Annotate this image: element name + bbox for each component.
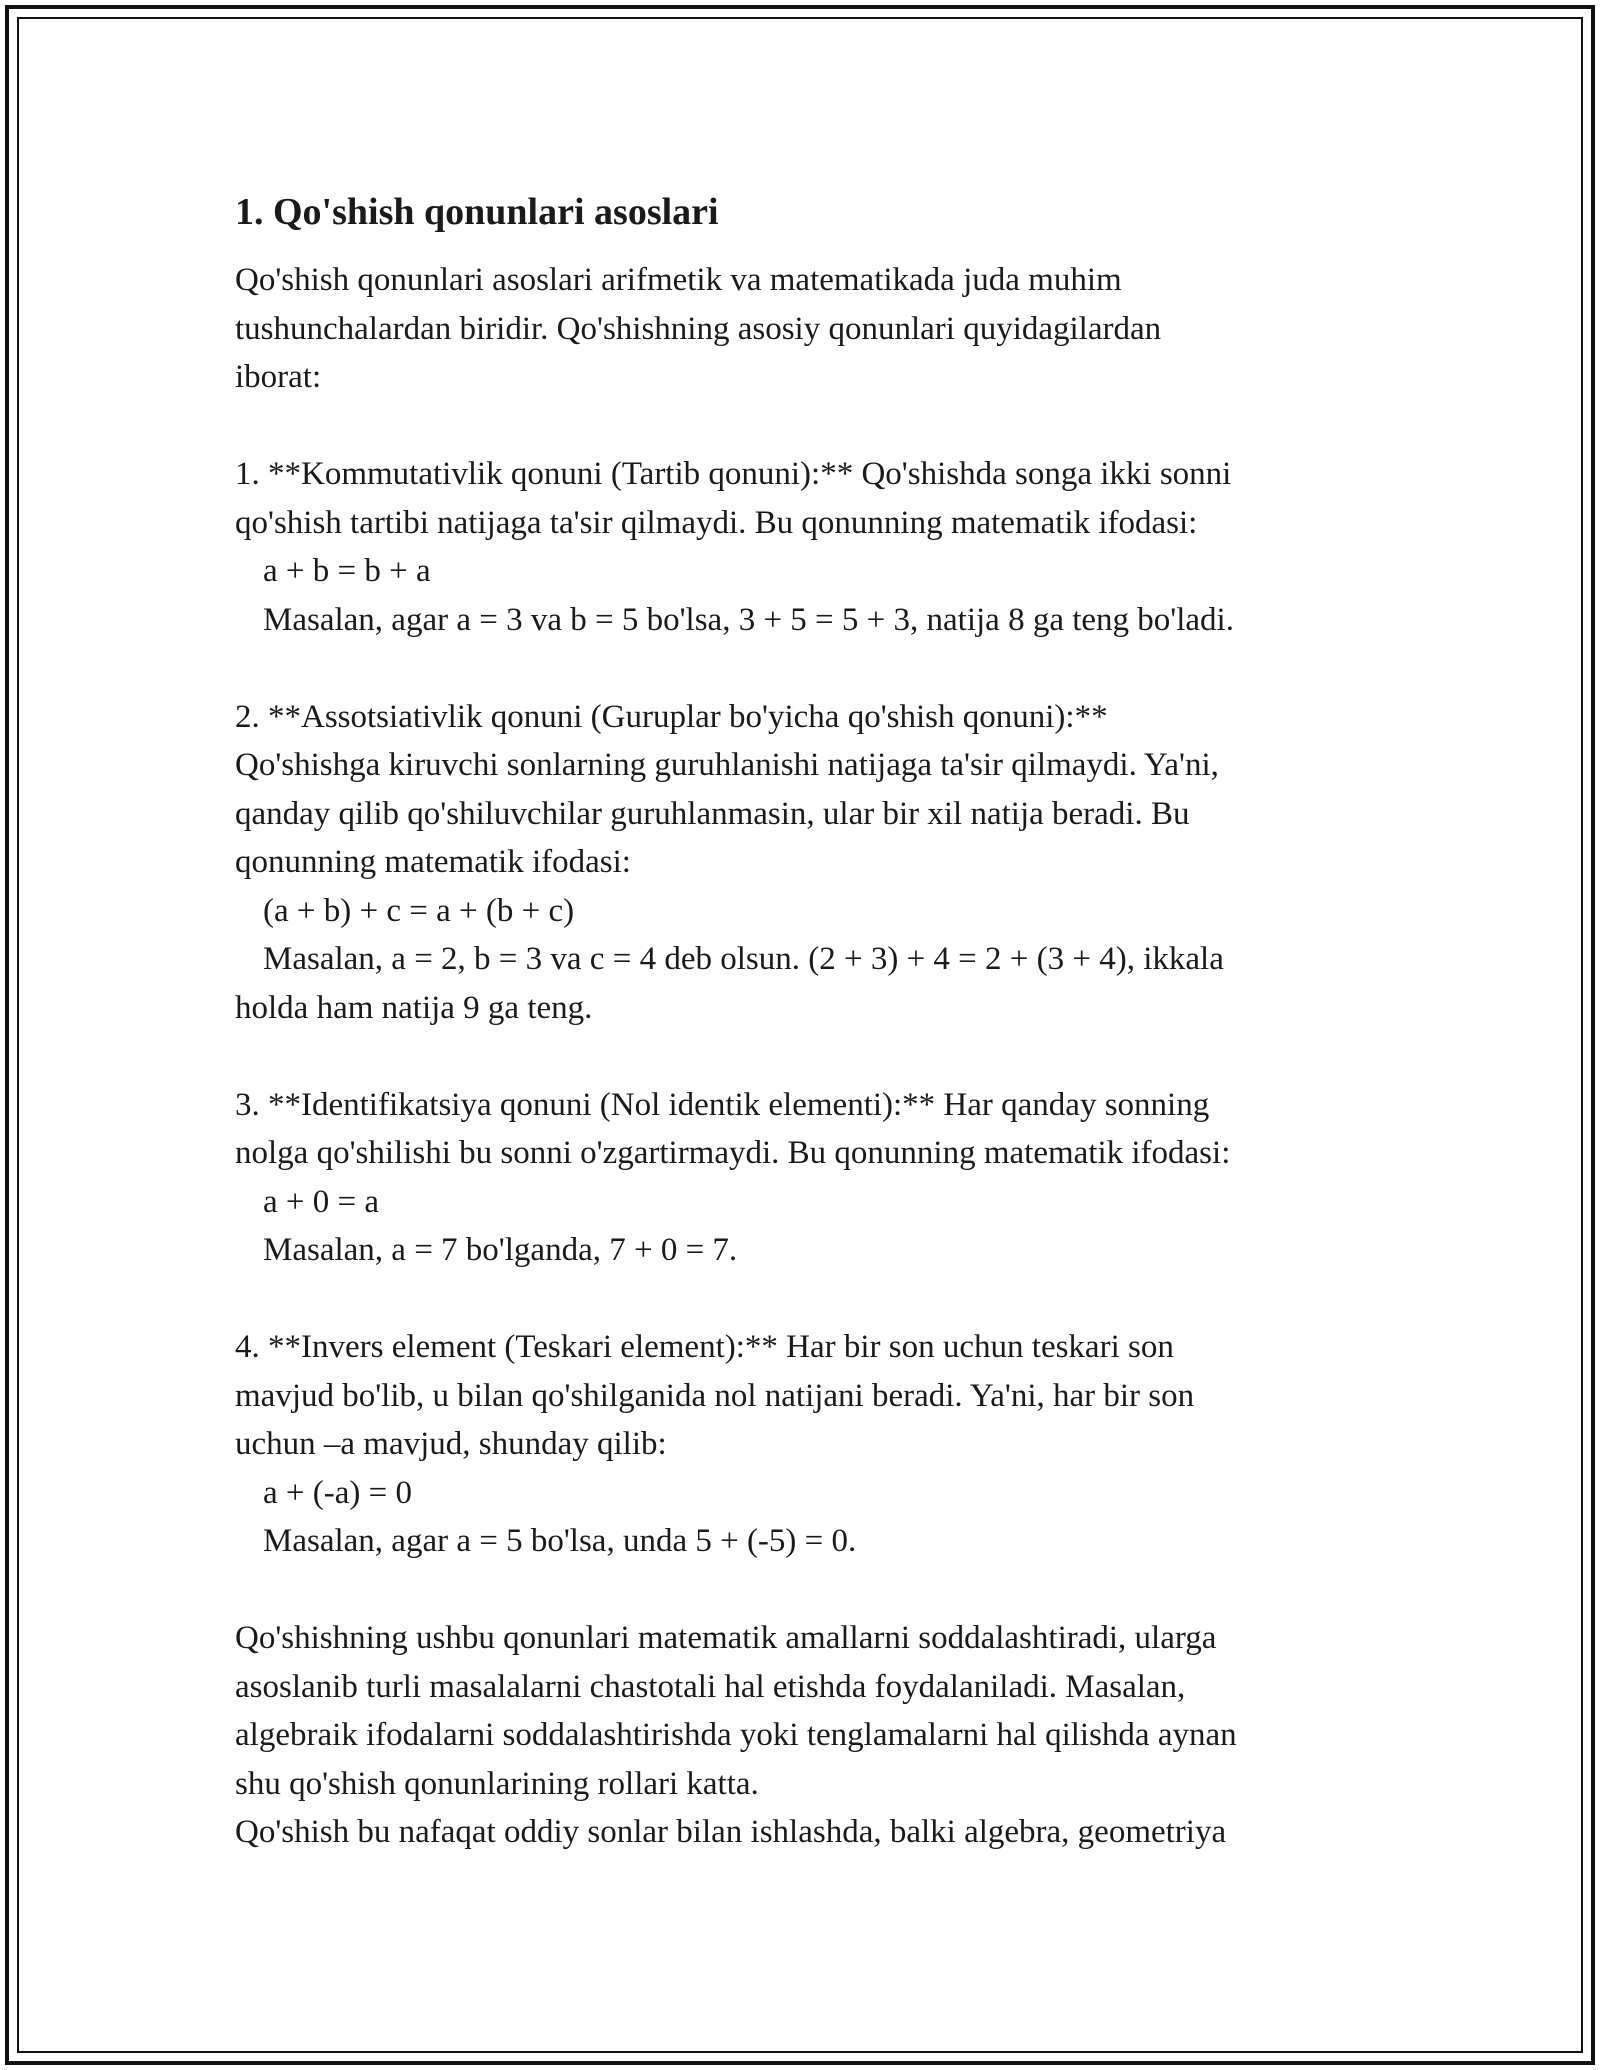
law-formula: a + 0 = a bbox=[263, 1183, 380, 1220]
law-block-inverse bbox=[235, 1323, 1365, 1566]
law-text: 1. **Kommutativlik qonuni (Tartib qonuni):** Qo'shishda songa ikki sonni qo'shish tartibi natijaga ta'sir qilmaydi. Bu qonunning matematik ifodasi: bbox=[235, 456, 1232, 541]
law-text: 3. **Identifikatsiya qonuni (Nol identik elementi):** Har qanday sonning nolga qo'shilishi bu sonni o'zgartirmaydi. Bu qonunning matematik ifodasi: bbox=[235, 1086, 1231, 1171]
document-title: 1. Qo'shish qonunlari asoslari bbox=[235, 191, 719, 233]
last-line: Qo'shish bu nafaqat oddiy sonlar bilan ishlashda, balki algebra, geometriya bbox=[235, 1814, 1227, 1850]
conclusion-paragraph: Qo'shishning ushbu qonunlari matematik amallarni soddalashtiradi, ularga asoslanib turli masalalarni chastotali hal etishda foydalaniladi. Masalan, algebraik ifodalarni soddalashtirishda yoki tenglamalarni hal qilishda aynan shu qo'shish qonunlarining rollari katta. bbox=[235, 1620, 1237, 1802]
intro-paragraph: Qo'shish qonunlari asoslari arifmetik va matematikada juda muhim tushunchalardan biridir. Qo'shishning asosiy qonunlari quyidagilardan iborat: bbox=[235, 262, 1162, 395]
law-block-identity bbox=[235, 1081, 1365, 1275]
law-example-continued: holda ham natija 9 ga teng. bbox=[235, 989, 593, 1026]
paragraph-gap bbox=[235, 644, 1365, 693]
law-example: Masalan, agar a = 5 bo'lsa, unda 5 + (-5) = 0. bbox=[263, 1523, 857, 1559]
law-block-associative bbox=[235, 693, 1365, 1033]
law-formula: (a + b) + c = a + (b + c) bbox=[263, 892, 575, 929]
law-formula: a + (-a) = 0 bbox=[263, 1474, 412, 1511]
paragraph-gap bbox=[235, 402, 1365, 451]
law-example: Masalan, agar a = 3 va b = 5 bo'lsa, 3 + 5 = 5 + 3, natija 8 ga teng bo'ladi. bbox=[263, 601, 1234, 638]
paragraph-gap bbox=[235, 1566, 1365, 1615]
law-text: 4. **Invers element (Teskari element):** Har bir son uchun teskari son mavjud bo'lib, u bilan qo'shilganida nol natijani beradi. Ya'ni, har bir son uchun –a mavjud, shunday qilib: bbox=[235, 1329, 1195, 1462]
paragraph-gap bbox=[235, 1275, 1365, 1324]
law-example: Masalan, a = 2, b = 3 va c = 4 deb olsun. (2 + 3) + 4 = 2 + (3 + 4), ikkala bbox=[263, 941, 1224, 977]
document-page bbox=[235, 188, 1365, 1857]
law-block-commutative bbox=[235, 450, 1365, 644]
law-formula: a + b = b + a bbox=[263, 553, 431, 589]
law-example: Masalan, a = 7 bo'lganda, 7 + 0 = 7. bbox=[263, 1232, 738, 1268]
paragraph-gap bbox=[235, 1032, 1365, 1081]
law-text: 2. **Assotsiativlik qonuni (Guruplar bo'yicha qo'shish qonuni):** Qo'shishga kiruvchi sonlarning guruhlanishi natijaga ta'sir qilmaydi. Ya'ni, qanday qilib qo'shiluvchilar guruhlanmasin, ular bir xil natija beradi. Bu qonunning matematik ifodasi: bbox=[235, 698, 1219, 880]
